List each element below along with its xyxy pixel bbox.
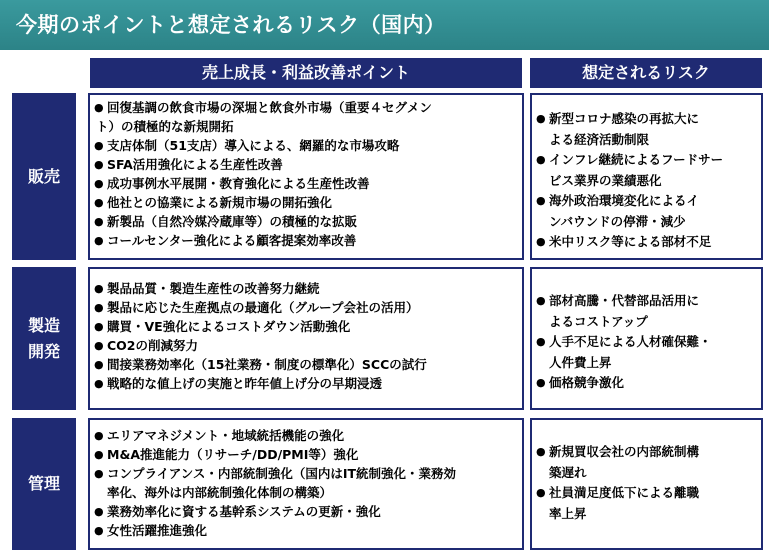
point-item: ● コールセンター強化による顧客提案効率改善 xyxy=(94,231,516,250)
risk-item: ● 新規買収会社の内部統制構 xyxy=(536,442,755,462)
management-risks-box xyxy=(530,418,763,550)
risk-item: ● 米中リスク等による部材不足 xyxy=(536,232,755,252)
row-label-sales xyxy=(12,93,76,260)
row-label-text: 管理 xyxy=(27,474,60,493)
point-item-continued: ト）の積極的な新規開拓 xyxy=(96,119,234,134)
risk-item-continued: ビス業界の業績悪化 xyxy=(549,172,662,188)
point-item: ● SFA活用強化による生産性改善 xyxy=(94,155,516,174)
risk-item-continued: 人件費上昇 xyxy=(549,354,612,370)
point-item: ● M&A推進能力（リサーチ/DD/PMI等）強化 xyxy=(94,445,516,464)
point-item: ● 新製品（自然冷媒冷蔵庫等）の積極的な拡販 xyxy=(94,212,516,231)
point-item-continued: 率化、海外は内部統制強化体制の構築） xyxy=(107,485,333,500)
row-label-text: 製造 xyxy=(27,315,60,335)
risk-item: ● インフレ継続によるフードサー xyxy=(536,150,755,170)
risk-item: ● 人手不足による人材確保難・ xyxy=(536,332,755,352)
point-item: ● 女性活躍推進強化 xyxy=(94,521,516,540)
row-label-manufacturing xyxy=(12,267,76,410)
row-label-text: 販売 xyxy=(27,166,60,186)
point-item: ● 間接業務効率化（15社業務・制度の標準化）SCCの試行 xyxy=(94,355,516,374)
point-item: ● 業務効率化に資する基幹系システムの更新・強化 xyxy=(94,502,516,521)
point-item: ● 支店体制（51支店）導入による、網羅的な市場攻略 xyxy=(94,136,516,155)
risk-item-continued: 築遅れ xyxy=(549,464,587,480)
points-column-header: 売上成長・利益改善ポイント xyxy=(90,58,522,88)
risk-item-continued: よる経済活動制限 xyxy=(549,131,650,147)
point-item: ● 購買・VE強化によるコストダウン活動強化 xyxy=(94,317,516,336)
risk-item-continued: 率上昇 xyxy=(549,505,587,521)
row-label-management xyxy=(12,418,76,550)
point-item: ● 戦略的な値上げの実施と昨年値上げ分の早期浸透 xyxy=(94,374,516,393)
risk-item: ● 部材高騰・代替部品活用に xyxy=(536,291,755,311)
point-item: ● 製品品質・製造生産性の改善努力継続 xyxy=(94,279,516,298)
point-item: ● コンプライアンス・内部統制強化（国内はIT統制強化・業務効 xyxy=(94,464,516,483)
point-item: ● 回復基調の飲食市場の深堀と飲食外市場（重要４セグメン xyxy=(94,98,516,117)
risk-item-continued: ンバウンドの停滞・減少 xyxy=(549,213,686,229)
risk-item: ● 価格競争激化 xyxy=(536,373,755,393)
sales-points-box xyxy=(88,93,524,260)
point-item: ● 成功事例水平展開・教育強化による生産性改善 xyxy=(94,174,516,193)
risk-item: ● 社員満足度低下による離職 xyxy=(536,483,755,503)
risk-item: ● 海外政治環境変化によるイ xyxy=(536,191,755,211)
point-item: ● エリアマネジメント・地域統括機能の強化 xyxy=(94,426,516,445)
management-points-box xyxy=(88,418,524,550)
manufacturing-risks-box xyxy=(530,267,763,410)
row-label-text: 開発 xyxy=(27,341,60,361)
risk-item: ● 新型コロナ感染の再拡大に xyxy=(536,109,755,129)
risk-item-continued: よるコストアップ xyxy=(549,313,648,329)
slide-title: 今期のポイントと想定されるリスク（国内） xyxy=(0,0,769,50)
risks-column-header: 想定されるリスク xyxy=(530,58,762,88)
point-item: ● CO2の削減努力 xyxy=(94,336,516,355)
sales-risks-box xyxy=(530,93,763,260)
point-item: ● 製品に応じた生産拠点の最適化（グループ会社の活用） xyxy=(94,298,516,317)
manufacturing-points-box xyxy=(88,267,524,410)
point-item: ● 他社との協業による新規市場の開拓強化 xyxy=(94,193,516,212)
